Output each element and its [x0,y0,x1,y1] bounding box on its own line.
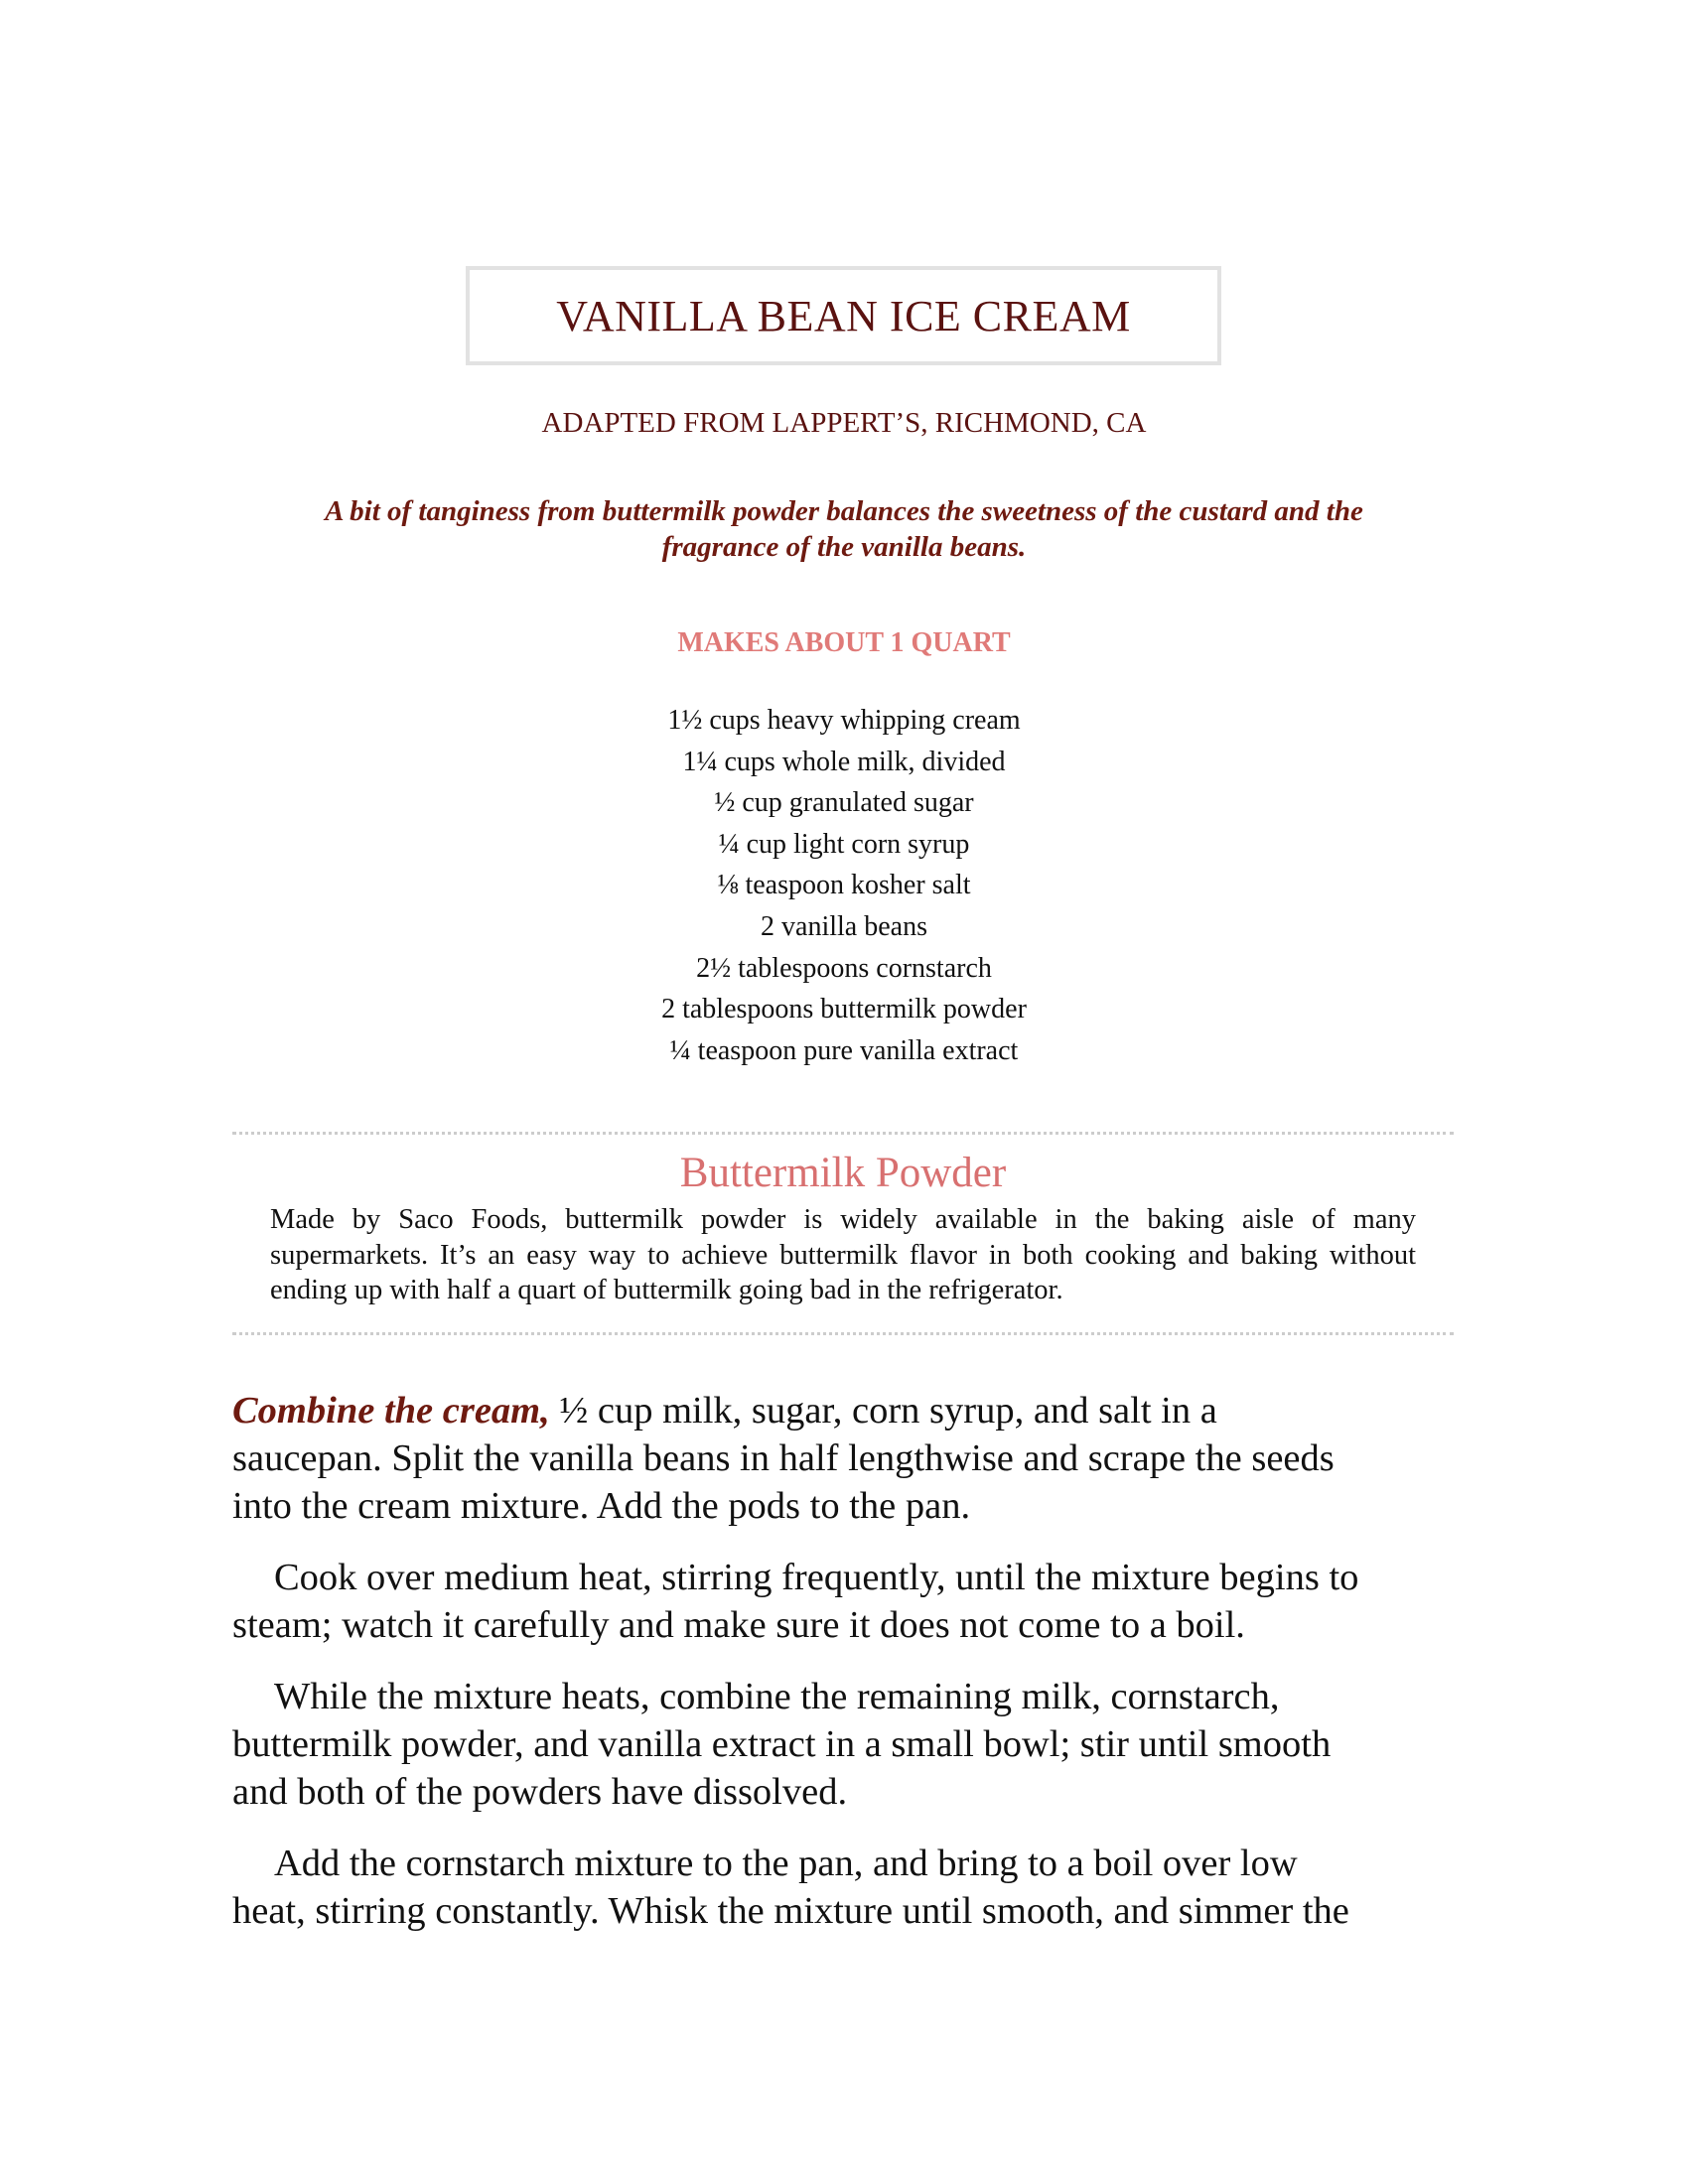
ingredient-list [0,700,1688,1071]
recipe-source: ADAPTED FROM LAPPERT’S, RICHMOND, CA [541,407,1147,439]
method-line [232,1387,1456,1434]
sidebar-box [232,1132,1454,1335]
recipe-yield: MAKES ABOUT 1 QUART [677,627,1011,658]
method-line: into the cream mixture. Add the pods to the pan. [232,1485,971,1527]
method-paragraph [232,1387,1456,1530]
title-box [466,266,1221,365]
method-line: Add the cornstarch mixture to the pan, and bring to a boil over low [274,1843,1298,1884]
method-line: heat, stirring constantly. Whisk the mixture until smooth, and simmer the [232,1890,1349,1932]
ingredient-item: 2½ tablespoons cornstarch [696,952,992,984]
method-line: Cook over medium heat, stirring frequently, until the mixture begins to [274,1557,1359,1598]
ingredient-item: 1½ cups heavy whipping cream [667,705,1021,736]
step-lead: Combine the cream, [232,1390,550,1432]
intro-line: A bit of tanginess from buttermilk powder balances the sweetness of the custard and the [325,495,1363,527]
sidebar-text: Made by Saco Foods, buttermilk powder is widely available in the baking aisle of many supermarkets. It’s an easy way to achieve buttermilk flavor in both cooking and baking without ending up with half a quart of buttermilk going bad in the refrigerator. [270,1204,1416,1305]
method-line: buttermilk powder, and vanilla extract in a small bowl; stir until smooth [232,1723,1332,1765]
sidebar-title: Buttermilk Powder [679,1150,1007,1196]
intro-line: fragrance of the vanilla beans. [661,531,1027,563]
method-line: steam; watch it carefully and make sure it does not come to a boil. [232,1604,1245,1646]
ingredient-item: ¼ cup light corn syrup [718,828,970,860]
ingredient-item: ½ cup granulated sugar [714,787,974,819]
ingredient-item: 2 tablespoons buttermilk powder [661,994,1027,1025]
recipe-title: VANILLA BEAN ICE CREAM [556,291,1131,341]
method-line: and both of the powders have dissolved. [232,1771,848,1813]
method-line-text: ½ cup milk, sugar, corn syrup, and salt in a [549,1390,1217,1432]
ingredient-item: 2 vanilla beans [761,910,927,942]
method-paragraph [232,1554,1456,1649]
method-text [232,1387,1456,1959]
method-line: saucepan. Split the vanilla beans in half lengthwise and scrape the seeds [232,1437,1335,1479]
ingredient-item: ⅛ teaspoon kosher salt [717,870,971,901]
method-line: While the mixture heats, combine the remaining milk, cornstarch, [274,1676,1280,1717]
recipe-intro [268,493,1420,565]
method-paragraph [232,1673,1456,1816]
ingredient-item: 1¼ cups whole milk, divided [682,746,1006,777]
ingredient-item: ¼ teaspoon pure vanilla extract [669,1034,1019,1066]
method-paragraph [232,1840,1456,1935]
